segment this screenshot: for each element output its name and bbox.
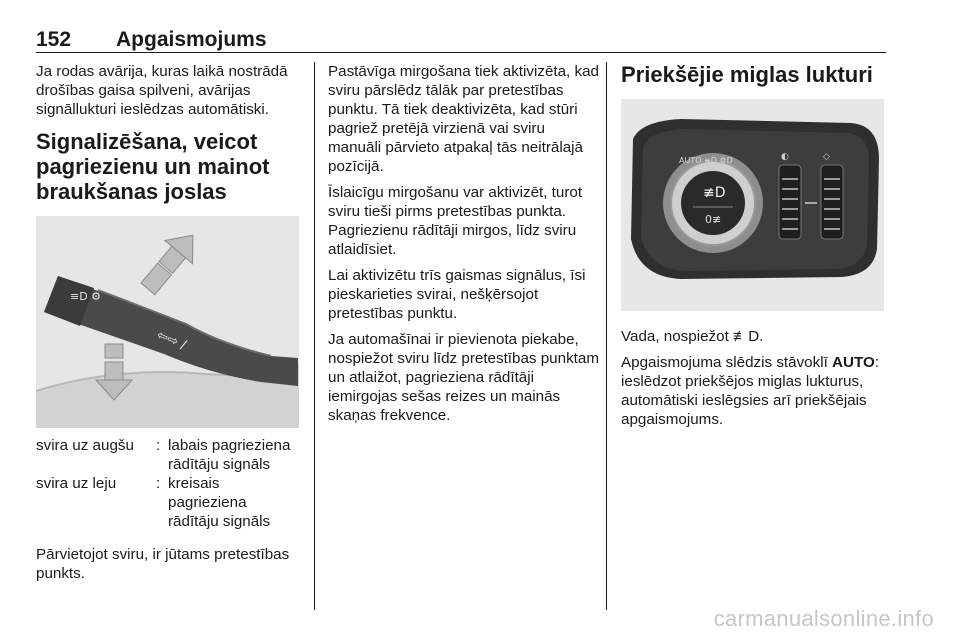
light-switch-illustration (621, 99, 884, 311)
definition-row-down (36, 474, 300, 531)
auto-paragraph (621, 353, 885, 429)
auto-label: AUTO (832, 354, 875, 371)
intro-paragraph: Ja rodas avārija, kuras laikā nostrādā drošības gaisa spilveni, avārijas signāllukturi ieslēdzas automātiski. (36, 63, 288, 118)
definition-term: svira uz leju (36, 475, 117, 492)
press-text: Vada, nospiežot (621, 328, 734, 345)
definition-list (36, 436, 300, 531)
paragraph-three-flashes: Lai aktivizētu trīs gaismas signālus, īsi pieskarieties svirai, nešķērsojot pretestības punktu. (328, 267, 586, 322)
column-2 (328, 62, 600, 432)
column-3 (621, 62, 885, 436)
column-divider-1 (314, 62, 315, 610)
column-1 (36, 62, 300, 590)
section-heading-signaling: Signalizēšana, veicot pagriezienu un mainot braukšanas joslas (36, 129, 270, 204)
outro-paragraph: Pārvietojot sviru, ir jūtams pretestības punkts. (36, 546, 290, 582)
svg-text:AUTO ≡D ⚙D: AUTO ≡D ⚙D (679, 156, 733, 165)
paragraph-permanent-flashing: Pastāvīga mirgošana tiek aktivizēta, kad sviru pārslēdz tālāk par pretestības punktu. Tā tiek deaktivizēta, kad stūri pagriež pretējā virzienā vai sviru manuāli pārvieto atpakaļ tās neitrālajā pozīcijā. (328, 63, 599, 175)
page-header (36, 28, 886, 52)
paragraph-brief-flashing: Īslaicīgu mirgošanu var aktivizēt, turot sviru tieši pirms pretestības punkta. Pagriezienu rādītāji mirgos, līdz sviru atlaidīsiet. (328, 184, 583, 258)
svg-text:◐: ◐ (781, 152, 789, 162)
page-number: 152 (36, 28, 72, 51)
svg-text:◇: ◇ (823, 152, 830, 162)
definition-separator: : (156, 437, 161, 454)
press-instruction (621, 327, 885, 346)
chapter-title: Apgaismojums (116, 28, 267, 51)
section-heading-fog-lights: Priekšējie miglas lukturi (621, 62, 873, 87)
light-switch-drawing (621, 99, 884, 311)
svg-text:⇦⇨ /: ⇦⇨ / (154, 327, 189, 354)
auto-text-after: : ieslēdzot priekšējos miglas lukturus, automātiski ieslēgsies arī priekšējais apgaismojums. (621, 354, 880, 428)
stalk-drawing (36, 216, 299, 428)
definition-term: svira uz augšu (36, 437, 134, 454)
paragraph-trailer: Ja automašīnai ir pievienota piekabe, nospiežot sviru līdz pretestības punktam un atlaižot, pagrieziena rādītāji iemirgojas sešas reizes un mainās skaņas frekvence. (328, 331, 599, 424)
auto-text-before: Apgaismojuma slēdzis stāvoklī (621, 354, 833, 371)
definition-text: kreisais pagrieziena rādītāju signāls (168, 475, 271, 530)
header-rule (36, 52, 886, 53)
svg-text:0≢: 0≢ (705, 213, 722, 226)
turn-signal-stalk-illustration (36, 216, 299, 428)
definition-text: labais pagrieziena rādītāju signāls (168, 437, 291, 473)
definition-separator: : (156, 475, 161, 492)
fog-light-symbol-icon: ≢D. (733, 328, 764, 345)
column-divider-2 (606, 62, 607, 610)
watermark: carmanualsonline.info (713, 606, 934, 631)
definition-row-up (36, 436, 300, 474)
svg-text:≢D: ≢D (703, 185, 726, 201)
svg-text:≡D ⚙: ≡D ⚙ (70, 290, 102, 303)
